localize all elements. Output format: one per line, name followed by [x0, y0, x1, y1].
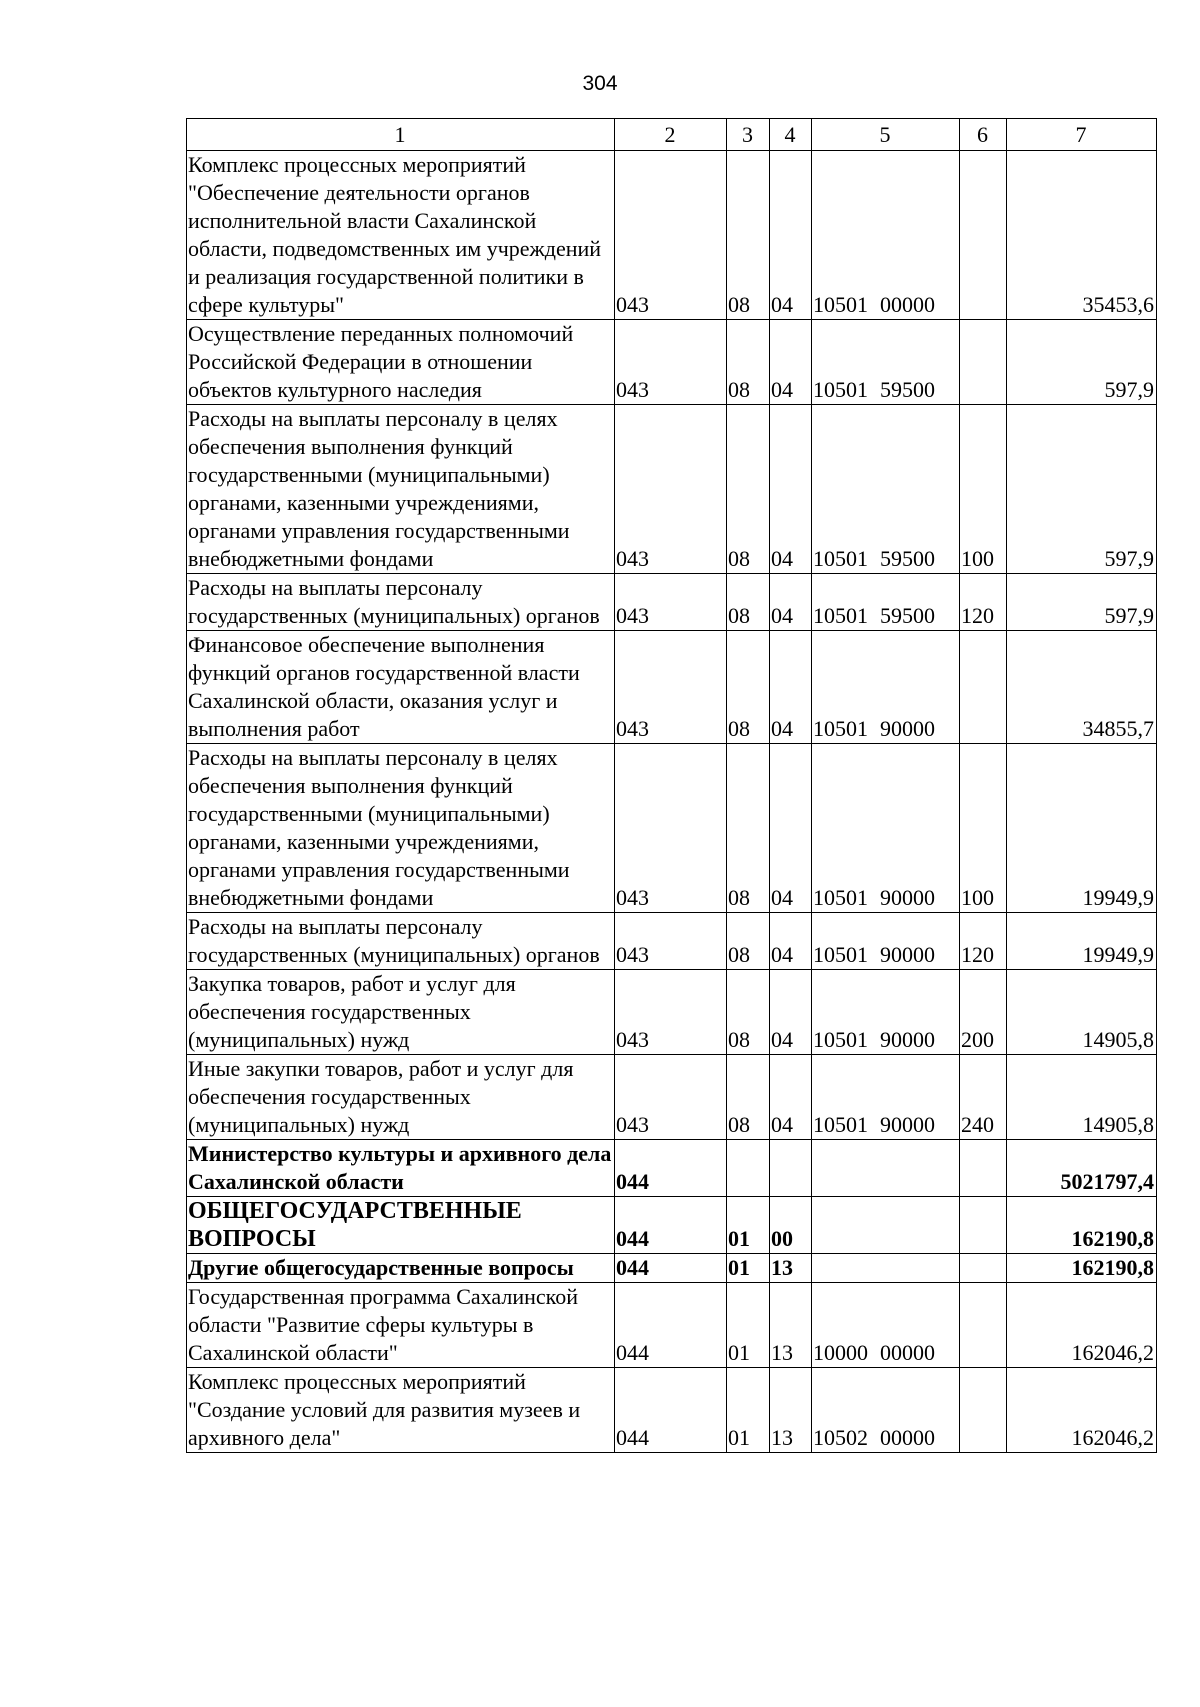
row-target-article-cell: [812, 970, 960, 1055]
target-article-program-code: 10501: [813, 1027, 868, 1052]
target-article-program-code: 10501: [813, 885, 868, 910]
row-subsection-cell: 04: [770, 744, 812, 913]
target-article-direction-code: 90000: [880, 716, 935, 741]
row-amount-cell: 162190,8: [1007, 1197, 1157, 1254]
row-amount-cell: 597,9: [1007, 320, 1157, 405]
target-article-program-code: 10501: [813, 292, 868, 317]
row-target-article-cell: [812, 574, 960, 631]
target-article-program-code: 10501: [813, 377, 868, 402]
row-expense-type-cell: 120: [960, 574, 1007, 631]
row-name-cell: Расходы на выплаты персоналу в целях обеспечения выполнения функций государственными (муниципальными) органами, казенными учреждениями, органами управления государственными внебюджетными фондами: [187, 405, 615, 574]
target-article-direction-code: 90000: [880, 885, 935, 910]
target-article-program-code: 10501: [813, 1112, 868, 1137]
table-row: [187, 574, 1157, 631]
row-expense-type-cell: [960, 151, 1007, 320]
row-target-article-cell: [812, 1254, 960, 1283]
row-grbs-cell: 044: [615, 1283, 727, 1368]
row-target-article-cell: [812, 913, 960, 970]
budget-table: [186, 118, 1157, 1453]
row-amount-cell: 19949,9: [1007, 744, 1157, 913]
row-grbs-cell: 044: [615, 1368, 727, 1453]
table-row: [187, 913, 1157, 970]
row-name-cell: Иные закупки товаров, работ и услуг для обеспечения государственных (муниципальных) нужд: [187, 1055, 615, 1140]
row-target-article-cell: [812, 631, 960, 744]
row-name-cell: Комплекс процессных мероприятий "Обеспечение деятельности органов исполнительной власти Сахалинской области, подведомственных им учреждений и реализация государственной политики в сфере культуры": [187, 151, 615, 320]
header-cell: 6: [960, 119, 1007, 151]
row-name-cell: ОБЩЕГОСУДАРСТВЕННЫЕ ВОПРОСЫ: [187, 1197, 615, 1254]
row-expense-type-cell: 120: [960, 913, 1007, 970]
row-section-cell: 08: [727, 970, 770, 1055]
table-row: [187, 1254, 1157, 1283]
row-expense-type-cell: [960, 1197, 1007, 1254]
table-row: [187, 1055, 1157, 1140]
row-name-cell: Закупка товаров, работ и услуг для обеспечения государственных (муниципальных) нужд: [187, 970, 615, 1055]
header-cell: 1: [187, 119, 615, 151]
target-article-direction-code: 00000: [880, 292, 935, 317]
row-target-article-cell: [812, 1283, 960, 1368]
target-article-direction-code: 59500: [880, 377, 935, 402]
row-expense-type-cell: [960, 1140, 1007, 1197]
row-grbs-cell: 043: [615, 405, 727, 574]
table-row: [187, 1197, 1157, 1254]
row-subsection-cell: 13: [770, 1283, 812, 1368]
target-article-direction-code: 00000: [880, 1340, 935, 1365]
table-row: [187, 320, 1157, 405]
target-article-direction-code: 90000: [880, 1027, 935, 1052]
row-subsection-cell: 13: [770, 1368, 812, 1453]
row-name-cell: Государственная программа Сахалинской области "Развитие сферы культуры в Сахалинской области": [187, 1283, 615, 1368]
row-amount-cell: 597,9: [1007, 405, 1157, 574]
table-row: [187, 1140, 1157, 1197]
row-name-cell: Финансовое обеспечение выполнения функций органов государственной власти Сахалинской области, оказания услуг и выполнения работ: [187, 631, 615, 744]
row-section-cell: 01: [727, 1283, 770, 1368]
row-section-cell: 01: [727, 1254, 770, 1283]
row-subsection-cell: 04: [770, 320, 812, 405]
row-grbs-cell: 043: [615, 151, 727, 320]
row-section-cell: 08: [727, 744, 770, 913]
row-subsection-cell: 04: [770, 913, 812, 970]
row-name-cell: Расходы на выплаты персоналу государственных (муниципальных) органов: [187, 913, 615, 970]
row-subsection-cell: 04: [770, 631, 812, 744]
row-amount-cell: 162046,2: [1007, 1368, 1157, 1453]
target-article-direction-code: 59500: [880, 603, 935, 628]
row-target-article-cell: [812, 1055, 960, 1140]
target-article-program-code: 10501: [813, 546, 868, 571]
row-subsection-cell: 13: [770, 1254, 812, 1283]
row-section-cell: 01: [727, 1368, 770, 1453]
row-amount-cell: 34855,7: [1007, 631, 1157, 744]
table-row: [187, 151, 1157, 320]
row-expense-type-cell: [960, 1368, 1007, 1453]
row-section-cell: 08: [727, 631, 770, 744]
row-grbs-cell: 043: [615, 574, 727, 631]
row-target-article-cell: [812, 1368, 960, 1453]
row-expense-type-cell: [960, 1254, 1007, 1283]
target-article-program-code: 10502: [813, 1425, 868, 1450]
table-row: [187, 405, 1157, 574]
target-article-direction-code: 90000: [880, 942, 935, 967]
row-target-article-cell: [812, 744, 960, 913]
table-row: [187, 744, 1157, 913]
table-row: [187, 1283, 1157, 1368]
row-subsection-cell: [770, 1140, 812, 1197]
row-expense-type-cell: 100: [960, 405, 1007, 574]
row-grbs-cell: 044: [615, 1197, 727, 1254]
row-amount-cell: 5021797,4: [1007, 1140, 1157, 1197]
target-article-direction-code: 90000: [880, 1112, 935, 1137]
target-article-direction-code: 59500: [880, 546, 935, 571]
row-name-cell: Расходы на выплаты персоналу государственных (муниципальных) органов: [187, 574, 615, 631]
row-expense-type-cell: 240: [960, 1055, 1007, 1140]
row-target-article-cell: [812, 1140, 960, 1197]
row-target-article-cell: [812, 1197, 960, 1254]
row-grbs-cell: 043: [615, 1055, 727, 1140]
row-grbs-cell: 043: [615, 631, 727, 744]
row-grbs-cell: 043: [615, 970, 727, 1055]
row-name-cell: Министерство культуры и архивного дела Сахалинской области: [187, 1140, 615, 1197]
row-grbs-cell: 043: [615, 913, 727, 970]
row-grbs-cell: 044: [615, 1254, 727, 1283]
header-row: [187, 119, 1157, 151]
table-row: [187, 970, 1157, 1055]
row-expense-type-cell: [960, 631, 1007, 744]
row-section-cell: 08: [727, 151, 770, 320]
row-amount-cell: 14905,8: [1007, 970, 1157, 1055]
row-subsection-cell: 04: [770, 1055, 812, 1140]
table-row: [187, 1368, 1157, 1453]
row-name-cell: Осуществление переданных полномочий Российской Федерации в отношении объектов культурного наследия: [187, 320, 615, 405]
row-target-article-cell: [812, 405, 960, 574]
row-subsection-cell: 00: [770, 1197, 812, 1254]
row-amount-cell: 597,9: [1007, 574, 1157, 631]
row-section-cell: 08: [727, 320, 770, 405]
row-amount-cell: 162046,2: [1007, 1283, 1157, 1368]
header-cell: 3: [727, 119, 770, 151]
target-article-program-code: 10501: [813, 716, 868, 741]
header-cell: 2: [615, 119, 727, 151]
row-grbs-cell: 043: [615, 320, 727, 405]
target-article-program-code: 10501: [813, 942, 868, 967]
row-subsection-cell: 04: [770, 151, 812, 320]
row-name-cell: Комплекс процессных мероприятий "Создание условий для развития музеев и архивного дела": [187, 1368, 615, 1453]
target-article-program-code: 10000: [813, 1340, 868, 1365]
row-section-cell: 01: [727, 1197, 770, 1254]
row-target-article-cell: [812, 151, 960, 320]
row-grbs-cell: 044: [615, 1140, 727, 1197]
row-section-cell: 08: [727, 913, 770, 970]
row-expense-type-cell: 200: [960, 970, 1007, 1055]
row-section-cell: 08: [727, 1055, 770, 1140]
row-amount-cell: 35453,6: [1007, 151, 1157, 320]
row-subsection-cell: 04: [770, 574, 812, 631]
row-grbs-cell: 043: [615, 744, 727, 913]
row-subsection-cell: 04: [770, 405, 812, 574]
table-row: [187, 631, 1157, 744]
header-cell: 5: [812, 119, 960, 151]
row-name-cell: Расходы на выплаты персоналу в целях обеспечения выполнения функций государственными (муниципальными) органами, казенными учреждениями, органами управления государственными внебюджетными фондами: [187, 744, 615, 913]
row-subsection-cell: 04: [770, 970, 812, 1055]
row-section-cell: [727, 1140, 770, 1197]
header-cell: 4: [770, 119, 812, 151]
row-amount-cell: 162190,8: [1007, 1254, 1157, 1283]
row-amount-cell: 19949,9: [1007, 913, 1157, 970]
row-section-cell: 08: [727, 574, 770, 631]
row-target-article-cell: [812, 320, 960, 405]
row-section-cell: 08: [727, 405, 770, 574]
page-number: 304: [582, 72, 618, 95]
target-article-direction-code: 00000: [880, 1425, 935, 1450]
row-expense-type-cell: 100: [960, 744, 1007, 913]
row-name-cell: Другие общегосударственные вопросы: [187, 1254, 615, 1283]
header-cell: 7: [1007, 119, 1157, 151]
row-expense-type-cell: [960, 320, 1007, 405]
row-expense-type-cell: [960, 1283, 1007, 1368]
target-article-program-code: 10501: [813, 603, 868, 628]
row-amount-cell: 14905,8: [1007, 1055, 1157, 1140]
